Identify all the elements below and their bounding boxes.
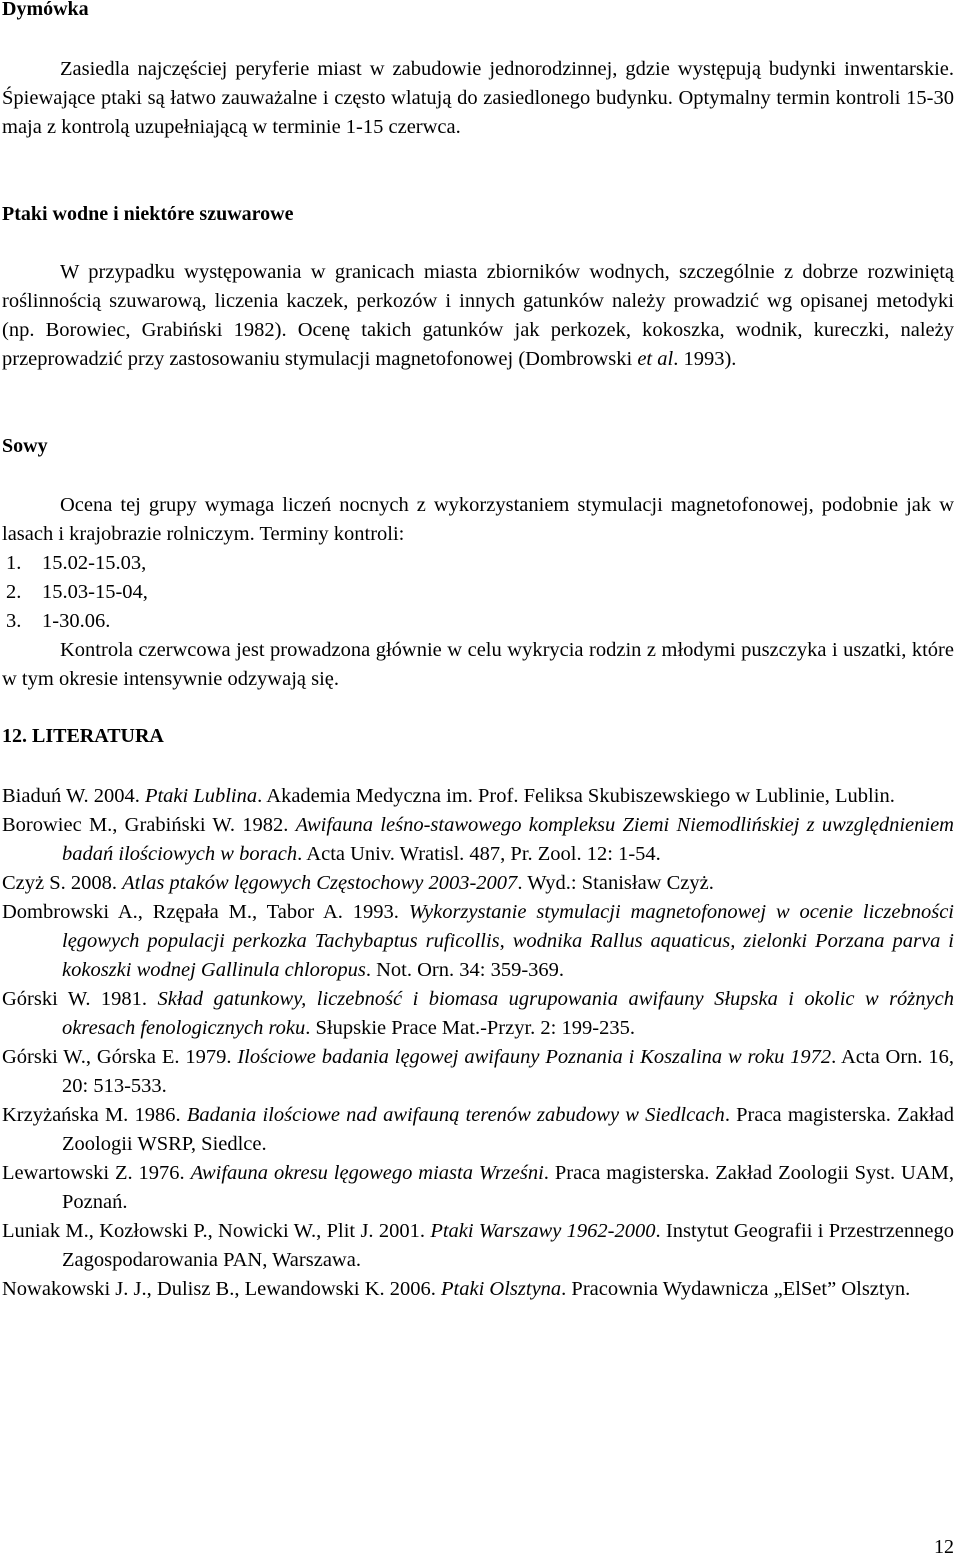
reference-authors: Borowiec M., Grabiński W. 1982. <box>2 814 296 836</box>
list-item-number: 2. <box>6 581 22 603</box>
reference-item <box>2 1275 954 1304</box>
list-item-number: 1. <box>6 552 22 574</box>
reference-title: Ptaki Warszawy 1962-2000 <box>430 1220 656 1242</box>
paragraph-dymowka <box>2 55 954 142</box>
list-item-number: 3. <box>6 610 22 632</box>
paragraph-dymowka-text: Zasiedla najczęściej peryferie miast w zabudowie jednorodzinnej, gdzie występują budynki inwentarskie. Śpiewające ptaki są łatwo zauważalne i często wlatują do zasiedlonego budynku. Optymalny termin kontroli 15-30 maja z kontrolą uzupełniającą w terminie 1-15 czerwca. <box>2 58 954 138</box>
reference-title: Awifauna okresu lęgowego miasta Wrześni <box>190 1162 544 1184</box>
list-item <box>2 607 954 636</box>
reference-title: Wykorzystanie stymulacji magnetofonowej w ocenie liczebności lęgowych populacji perkozka Tachybaptus ruficollis, wodnika Rallus aquaticus, zielonki Porzana parva i kokoszki wodnej Gallinula chloropus <box>62 901 954 981</box>
reference-item <box>2 1043 954 1101</box>
paragraph-sowy-2-text: Kontrola czerwcowa jest prowadzona głównie w celu wykrycia rodzin z młodymi puszczyka i uszatki, które w tym okresie intensywnie odzywają się. <box>2 639 954 690</box>
paragraph-ptaki-wodne <box>2 258 954 374</box>
reference-source: . Słupskie Prace Mat.-Przyr. 2: 199-235. <box>305 1017 635 1039</box>
paragraph-ptaki-wodne-end: . 1993). <box>673 348 737 370</box>
reference-title: Ilościowe badania lęgowej awifauny Poznania i Koszalina w roku 1972 <box>237 1046 832 1068</box>
reference-source: . Pracownia Wydawnicza „ElSet” Olsztyn. <box>561 1278 911 1300</box>
reference-source: . Instytut Geografii i Przestrzennego Zagospodarowania PAN, Warszawa. <box>62 1220 954 1271</box>
reference-title: Ptaki Lublina <box>144 785 258 807</box>
terms-list <box>2 549 954 636</box>
heading-dymowka: Dymówka <box>2 0 89 20</box>
reference-authors: Luniak M., Kozłowski P., Nowicki W., Plit J. 2001. <box>2 1220 431 1242</box>
reference-authors: Krzyżańska M. 1986. <box>2 1104 187 1126</box>
reference-item <box>2 1159 954 1217</box>
page-number: 12 <box>934 1536 954 1558</box>
reference-title: Badania ilościowe nad awifauną terenów zabudowy w Siedlcach <box>186 1104 725 1126</box>
reference-item <box>2 898 954 985</box>
reference-source: . Praca magisterska. Zakład Zoologii Syst. UAM, Poznań. <box>62 1162 954 1213</box>
paragraph-sowy <box>2 491 954 549</box>
heading-literatura: 12. LITERATURA <box>2 725 164 747</box>
reference-authors: Lewartowski Z. 1976. <box>2 1162 191 1184</box>
reference-authors: Czyż S. 2008. <box>2 872 123 894</box>
reference-source: . Acta Orn. 16, 20: 513-533. <box>62 1046 954 1097</box>
heading-sowy: Sowy <box>2 435 48 457</box>
reference-authors: Nowakowski J. J., Dulisz B., Lewandowski K. 2006. <box>2 1278 442 1300</box>
reference-authors: Górski W., Górska E. 1979. <box>2 1046 238 1068</box>
reference-source: . Acta Univ. Wratisl. 487, Pr. Zool. 12: 1-54. <box>297 843 661 865</box>
paragraph-sowy-text: Ocena tej grupy wymaga liczeń nocnych z wykorzystaniem stymulacji magnetofonowej, podobnie jak w lasach i krajobrazie rolniczym. Terminy kontroli: <box>2 494 954 545</box>
list-item-text: 1-30.06. <box>42 610 111 632</box>
reference-item <box>2 869 954 898</box>
reference-title: Atlas ptaków lęgowych Częstochowy 2003-2007 <box>122 872 518 894</box>
reference-title: Skład gatunkowy, liczebność i biomasa ugrupowania awifauny Słupska i okolic w różnych okresach fenologicznych roku <box>62 988 954 1039</box>
reference-source: . Praca magisterska. Zakład Zoologii WSRP, Siedlce. <box>62 1104 955 1155</box>
reference-source: . Wyd.: Stanisław Czyż. <box>517 872 714 894</box>
list-item-text: 15.02-15.03, <box>42 552 147 574</box>
reference-item <box>2 782 954 811</box>
reference-source: . Not. Orn. 34: 359-369. <box>365 959 565 981</box>
list-item-text: 15.03-15-04, <box>42 581 148 603</box>
reference-item <box>2 811 954 869</box>
reference-item <box>2 1217 954 1275</box>
reference-source: . Akademia Medyczna im. Prof. Feliksa Skubiszewskiego w Lublinie, Lublin. <box>257 785 895 807</box>
paragraph-ptaki-wodne-text: W przypadku występowania w granicach miasta zbiorników wodnych, szczególnie z dobrze rozwiniętą roślinnością szuwarową, liczenia kaczek, perkozów i innych gatunków należy prowadzić wg opisanej metodyki (np. Borowiec, Grabiński 1982). Ocenę takich gatunków jak perkozek, kokoszka, wodnik, kureczki, należy przeprowadzić przy zastosowaniu stymulacji magnetofonowej (Dombrowski <box>2 261 954 370</box>
reference-authors: Biaduń W. 2004. <box>2 785 145 807</box>
heading-ptaki-wodne: Ptaki wodne i niektóre szuwarowe <box>2 203 294 225</box>
reference-item <box>2 1101 954 1159</box>
reference-authors: Dombrowski A., Rzępała M., Tabor A. 1993. <box>2 901 409 923</box>
list-item <box>2 549 954 578</box>
reference-title: Awifauna leśno-stawowego kompleksu Ziemi Niemodlińskiej z uwzględnieniem badań ilościowych w borach <box>62 814 954 865</box>
reference-title: Ptaki Olsztyna <box>441 1278 562 1300</box>
paragraph-ptaki-wodne-italic: et al <box>637 348 674 370</box>
paragraph-sowy-2 <box>2 636 954 694</box>
reference-authors: Górski W. 1981. <box>2 988 158 1010</box>
list-item <box>2 578 954 607</box>
reference-item <box>2 985 954 1043</box>
references-list <box>2 782 954 1304</box>
